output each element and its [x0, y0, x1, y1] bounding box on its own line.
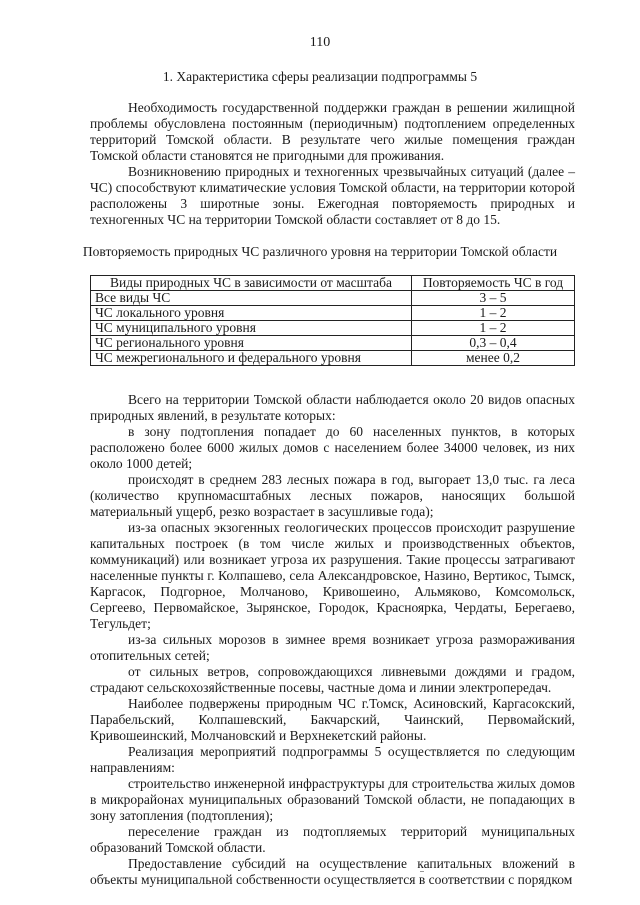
- paragraph: в зону подтопления попадает до 60 населенных пунктов, в которых расположено более 6000 жилых домов с населением более 34000 человек, из них около 1000 детей;: [90, 424, 575, 471]
- paragraph: Возникновению природных и техногенных чрезвычайных ситуаций (далее – ЧС) способствуют климатические условия Томской области, на территории которой расположены 3 широтные зоны. Ежегодная повторяемость природных и техногенных ЧС на территории Томской области составляет от 8 до 15.: [90, 164, 575, 227]
- intro-text: [90, 100, 575, 228]
- column-header: Виды природных ЧС в зависимости от масштаба: [91, 276, 412, 291]
- table-row: [91, 306, 575, 321]
- table-cell: 0,3 – 0,4: [412, 336, 575, 351]
- paragraph: Всего на территории Томской области наблюдается около 20 видов опасных природных явлений, в результате которых:: [90, 392, 575, 423]
- table-cell: 1 – 2: [412, 306, 575, 321]
- table-caption: Повторяемость природных ЧС различного уровня на территории Томской области: [82, 244, 558, 259]
- table-header-row: [91, 276, 575, 291]
- table-cell: 3 – 5: [412, 291, 575, 306]
- table-cell: ЧС локального уровня: [91, 306, 412, 321]
- paragraph: строительство инженерной инфраструктуры для строительства жилых домов в микрорайонах муниципальных образований Томской области, не попадающих в зону затопления (подтопления);: [90, 776, 575, 823]
- body-text: [90, 392, 575, 888]
- table-row: [91, 291, 575, 306]
- paragraph: от сильных ветров, сопровождающихся ливневыми дождями и градом, страдают сельскохозяйственные посевы, частные дома и линии электропередач.: [90, 664, 575, 695]
- scan-mark: [420, 871, 424, 872]
- table-cell: менее 0,2: [412, 351, 575, 366]
- paragraph: происходят в среднем 283 лесных пожара в год, выгорает 13,0 тыс. га леса (количество крупномасштабных лесных пожаров, наносящих большой материальный ущерб, резко возрастает в засушливые года);: [90, 472, 575, 519]
- paragraph: переселение граждан из подтопляемых территорий муниципальных образований Томской области.: [90, 824, 575, 855]
- paragraph: Наиболее подвержены природным ЧС г.Томск, Асиновский, Каргасокский, Парабельский, Колпашевский, Бакчарский, Чаинский, Первомайский, Кривошеинский, Молчановский и Верхнекетский районы.: [90, 696, 575, 743]
- paragraph: Реализация мероприятий подпрограммы 5 осуществляется по следующим направлениям:: [90, 744, 575, 775]
- table-cell: Все виды ЧС: [91, 291, 412, 306]
- emergency-frequency-table: [90, 275, 575, 366]
- table-cell: ЧС межрегионального и федерального уровня: [91, 351, 412, 366]
- paragraph: Необходимость государственной поддержки граждан в решении жилищной проблемы обусловлена постоянным (периодичным) подтоплением определенных территорий Томской области. В результате чего жилые помещения граждан Томской области становятся не пригодными для проживания.: [90, 100, 575, 163]
- table-cell: 1 – 2: [412, 321, 575, 336]
- table-cell: ЧС муниципального уровня: [91, 321, 412, 336]
- page-number: 110: [309, 35, 331, 50]
- table-row: [91, 351, 575, 366]
- table-row: [91, 336, 575, 351]
- table-cell: ЧС регионального уровня: [91, 336, 412, 351]
- column-header: Повторяемость ЧС в год: [412, 276, 575, 291]
- paragraph: из-за опасных экзогенных геологических процессов происходит разрушение капитальных построек (в том числе жилых и производственных объектов, коммуникаций) или возникает угроза их разрушения. Такие процессы затрагивают населенные пункты г. Колпашево, села Александровское, Назино, Вертикос, Тымск, Каргасок, Подгорное, Молчаново, Кривошеино, Альмяково, Комсомольск, Сергеево, Первомайское, Зырянское, Городок, Красноярка, Чердаты, Берегаево, Тегульдет;: [90, 520, 575, 631]
- section-heading: 1. Характеристика сферы реализации подпрограммы 5: [162, 69, 478, 84]
- paragraph: Предоставление субсидий на осуществление капитальных вложений в объекты муниципальной собственности осуществляется в соответствии с порядком: [90, 856, 575, 887]
- paragraph: из-за сильных морозов в зимнее время возникает угроза размораживания отопительных сетей;: [90, 632, 575, 663]
- table-row: [91, 321, 575, 336]
